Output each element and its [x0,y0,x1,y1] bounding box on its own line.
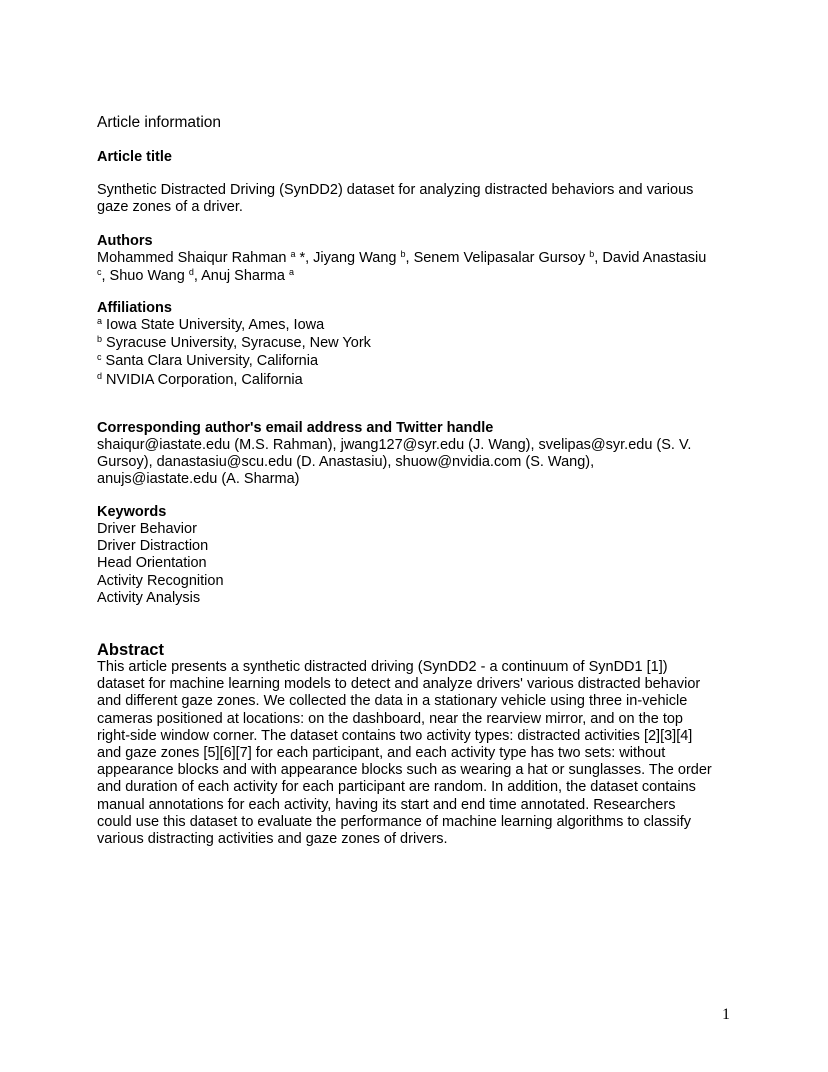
keyword-item: Driver Distraction [97,538,209,555]
affiliation-text: NVIDIA Corporation, California [102,371,303,388]
authors-line-1 [97,250,706,268]
abstract-line: could use this dataset to evaluate the performance of machine learning algorithms to classify [97,813,692,830]
affiliation-text: Iowa State University, Ames, Iowa [102,317,325,333]
email-line: shaiqur@iastate.edu (M.S. Rahman), jwang127@syr.edu (J. Wang), svelipas@syr.edu (S. V. [97,437,692,453]
affiliation-marker: d [97,370,103,381]
author-name: , Senem Velipasalar Gursoy [405,250,590,266]
keyword-item: Driver Behavior [97,521,197,537]
keyword-item: Head Orientation [97,555,207,572]
corresponding-author-emails [97,437,691,489]
page-number: 1 [722,1006,730,1023]
authors-line-2 [97,268,706,286]
abstract-line: dataset for machine learning models to detect and analyze drivers' various distracted behavior [97,676,701,693]
abstract-line: appearance blocks and with appearance blocks such as wearing a hat or sunglasses. The order [97,762,712,779]
affiliation-marker: b [97,334,103,345]
abstract-line: and duration of each activity for each participant are random. In addition, the dataset contains [97,779,696,796]
affiliation-marker: d [188,267,194,278]
article-title-text [97,182,693,216]
article-title-line: gaze zones of a driver. [97,199,243,216]
article-title-label: Article title [97,149,172,165]
affiliation-marker: a [288,267,294,278]
corresponding-author-mark: * [295,250,306,266]
affiliation-text: Syracuse University, Syracuse, New York [102,335,371,352]
article-information-heading: Article information [97,114,222,131]
abstract-line: cameras positioned at locations: on the dashboard, near the rearview mirror, and on the top [97,710,683,727]
author-name: , Anuj Sharma [193,268,289,285]
affiliation-item [97,372,371,390]
affiliation-item [97,317,371,335]
author-name: , David Anastasiu [594,250,707,266]
keyword-item: Activity Analysis [97,589,201,606]
abstract-line: This article presents a synthetic distracted driving (SynDD2 - a continuum of SynDD1 [1]) [97,659,668,675]
abstract-body [97,659,712,848]
affiliation-marker: b [589,249,595,259]
authors-label: Authors [97,233,153,249]
abstract-line: various distracting activities and gaze zones of drivers. [97,831,448,848]
abstract-heading: Abstract [97,641,164,659]
affiliation-marker: a [290,249,296,259]
affiliations-list [97,317,371,390]
corresponding-author-label: Corresponding author's email address and Twitter handle [97,420,494,436]
email-line: anujs@iastate.edu (A. Sharma) [97,471,300,488]
affiliation-marker: c [97,352,102,363]
keywords-list [97,521,224,607]
abstract-line: right-side window corner. The dataset contains two activity types: distracted activities [2][3][4] [97,727,693,744]
author-name: Mohammed Shaiqur Rahman [97,250,291,266]
authors-list [97,250,706,286]
affiliation-marker: a [97,316,103,326]
keyword-item: Activity Recognition [97,572,224,589]
abstract-line: manual annotations for each activity, having its start and end time annotated. Researchers [97,796,676,813]
keywords-label: Keywords [97,504,167,520]
email-line: Gursoy), danastasiu@scu.edu (D. Anastasiu), shuow@nvidia.com (S. Wang), [97,454,595,471]
affiliation-item [97,353,371,371]
author-name: , Jiyang Wang [305,250,401,266]
abstract-line: and different gaze zones. We collected the data in a stationary vehicle using three in-vehicle [97,693,688,710]
affiliation-text: Santa Clara University, California [101,353,319,370]
article-title-line: Synthetic Distracted Driving (SynDD2) dataset for analyzing distracted behaviors and various [97,182,694,198]
affiliations-label: Affiliations [97,300,172,316]
abstract-line: and gaze zones [5][6][7] for each participant, and each activity type has two sets: without [97,745,666,762]
author-name: , Shuo Wang [101,268,189,285]
affiliation-item [97,335,371,353]
affiliation-marker: c [97,267,102,278]
affiliation-marker: b [400,249,406,259]
